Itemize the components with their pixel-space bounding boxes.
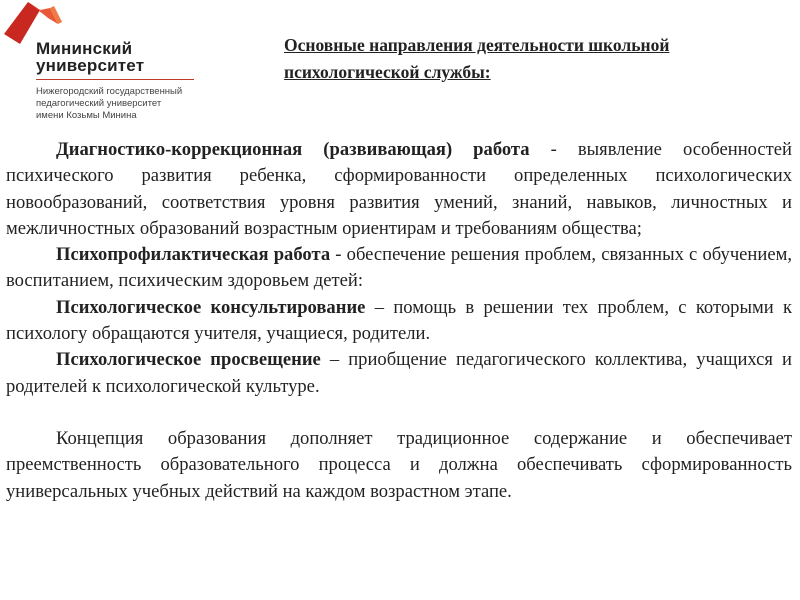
page-title — [272, 32, 800, 86]
paragraph-education — [6, 347, 792, 400]
logo-subtitle — [36, 86, 182, 122]
logo-sub-line3: имени Козьмы Минина — [36, 110, 137, 121]
paragraph-text: - выявление особенностей психического развития ребенка, сформированности определенных психологических новообразований, соответствия уровня развития умений, знаний, навыков, личностных и межличностных образований возрастным ориентирам и требованиям общества; — [6, 139, 793, 239]
title-line1: Основные направления деятельности школьной — [284, 35, 670, 55]
paragraph-consulting — [6, 295, 792, 348]
paragraph-term: Психологическое просвещение — [56, 349, 321, 371]
logo-sub-line1: Нижегородский государственный — [36, 86, 183, 97]
paragraph-conclusion: Концепция образования дополняет традиционное содержание и обеспечивает преемственность образовательного процесса и должна обеспечивать сформированность универсальных учебных действий на каждом возрастном этапе. — [6, 427, 792, 502]
logo-name-line1: Мининский — [36, 39, 133, 58]
paragraph-term: Диагностико-коррекционная (развивающая) работа — [56, 139, 530, 160]
paragraph-text: – приобщение педагогического коллектива, учащихся и родителей к психологической культуре. — [6, 349, 792, 397]
university-logo — [0, 0, 200, 130]
paragraph-term: Психологическое консультирование — [56, 296, 366, 318]
paragraph-text: - обеспечение решения проблем, связанных с обучением, воспитанием, психическим здоровьем детей: — [6, 244, 793, 292]
paragraph-prevention — [6, 242, 792, 295]
paragraph-term: Психопрофилактическая работа — [56, 244, 331, 266]
logo-name-line2: университет — [36, 56, 145, 75]
logo-name — [36, 40, 144, 74]
title-line2: психологической службы: — [284, 62, 491, 82]
logo-sub-line2: педагогический университет — [36, 98, 162, 109]
body-text — [6, 137, 792, 505]
paragraph-diagnostic — [6, 137, 792, 242]
logo-divider — [36, 79, 194, 80]
paragraph-text: – помощь в решении тех проблем, с которыми к психологу обращаются учителя, учащиеся, родители. — [6, 296, 792, 345]
